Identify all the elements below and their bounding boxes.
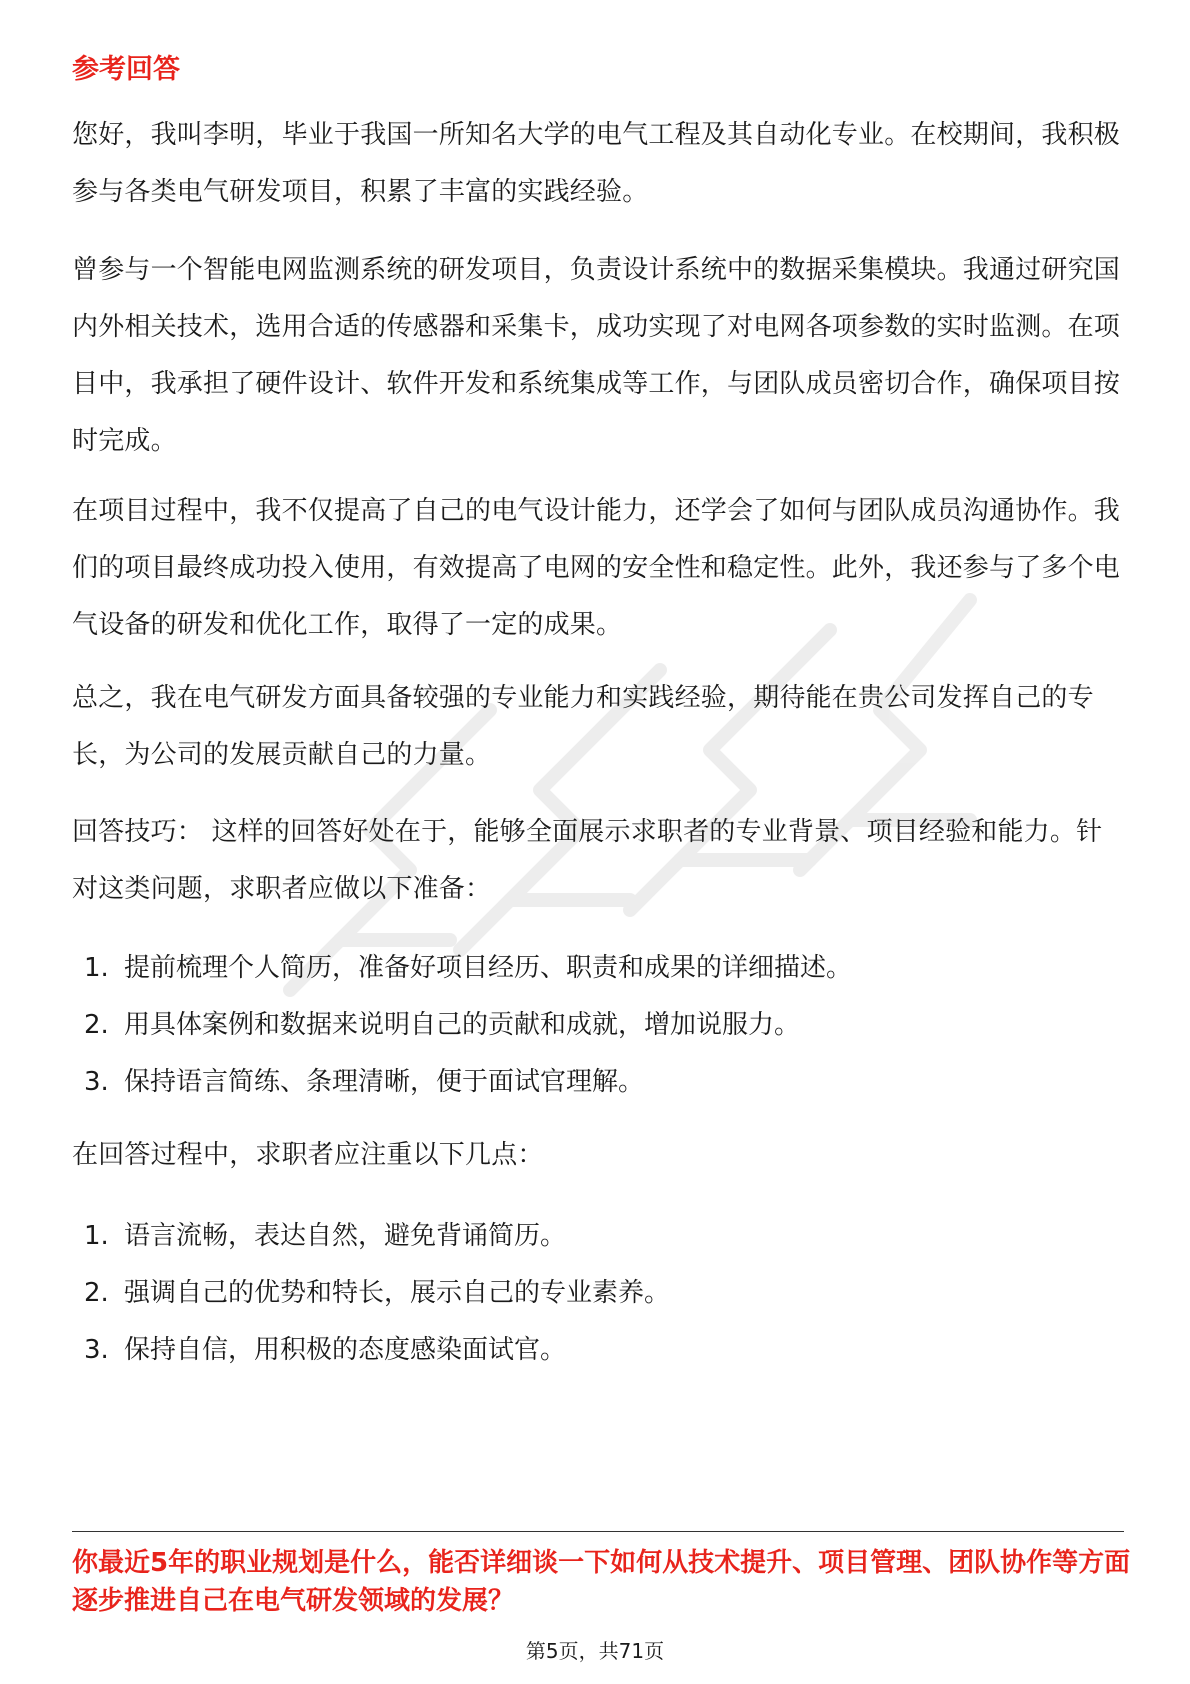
list-item-number: 2. — [84, 1010, 109, 1040]
list-item — [84, 1054, 1124, 1111]
summary-paragraph: 总之，我在电气研发方面具备较强的专业能力和实践经验，期待能在贵公司发挥自己的专长，为公司的发展贡献自己的力量。 — [72, 683, 1094, 770]
list-item-number: 1. — [84, 1221, 109, 1251]
list-item-text: 用具体案例和数据来说明自己的贡献和成就，增加说服力。 — [124, 1010, 801, 1040]
list-item — [84, 1208, 1124, 1265]
section-title: 参考回答 — [72, 54, 180, 85]
list-item-text: 语言流畅，表达自然，避免背诵简历。 — [124, 1221, 567, 1251]
project-paragraph: 曾参与一个智能电网监测系统的研发项目，负责设计系统中的数据采集模块。我通过研究国内外相关技术，选用合适的传感器和采集卡，成功实现了对电网各项参数的实时监测。在项目中，我承担了硬件设计、软件开发和系统集成等工作，与团队成员密切合作，确保项目按时完成。 — [72, 255, 1121, 456]
attention-intro: 在回答过程中，求职者应注重以下几点： — [72, 1140, 544, 1170]
list-item-number: 2. — [84, 1278, 109, 1308]
list-item-number: 1. — [84, 953, 109, 983]
list-item-text: 保持语言简练、条理清晰，便于面试官理解。 — [124, 1067, 645, 1097]
list-item-text: 提前梳理个人简历，准备好项目经历、职责和成果的详细描述。 — [124, 953, 853, 983]
intro-paragraph: 您好，我叫李明，毕业于我国一所知名大学的电气工程及其自动化专业。在校期间，我积极参与各类电气研发项目，积累了丰富的实践经验。 — [72, 120, 1121, 207]
list-item-text: 保持自信，用积极的态度感染面试官。 — [124, 1335, 567, 1365]
page-footer: 第5页，共71页 — [525, 1639, 665, 1663]
list-item-number: 3. — [84, 1067, 109, 1097]
next-question: 你最近5年的职业规划是什么，能否详细谈一下如何从技术提升、项目管理、团队协作等方面逐步推进自己在电气研发领域的发展？ — [72, 1548, 1131, 1616]
list-item — [84, 1265, 1124, 1322]
attention-list — [84, 1208, 1124, 1379]
list-item-number: 3. — [84, 1335, 109, 1365]
tips-paragraph: 回答技巧： 这样的回答好处在于，能够全面展示求职者的专业背景、项目经验和能力。针对这类问题，求职者应做以下准备： — [72, 817, 1103, 904]
list-item — [84, 940, 1124, 997]
list-item — [84, 997, 1124, 1054]
list-item — [84, 1322, 1124, 1379]
section-divider — [72, 1531, 1124, 1532]
preparation-list — [84, 940, 1124, 1111]
process-paragraph: 在项目过程中，我不仅提高了自己的电气设计能力，还学会了如何与团队成员沟通协作。我们的项目最终成功投入使用，有效提高了电网的安全性和稳定性。此外，我还参与了多个电气设备的研发和优化工作，取得了一定的成果。 — [72, 496, 1121, 640]
list-item-text: 强调自己的优势和特长，展示自己的专业素养。 — [124, 1278, 671, 1308]
